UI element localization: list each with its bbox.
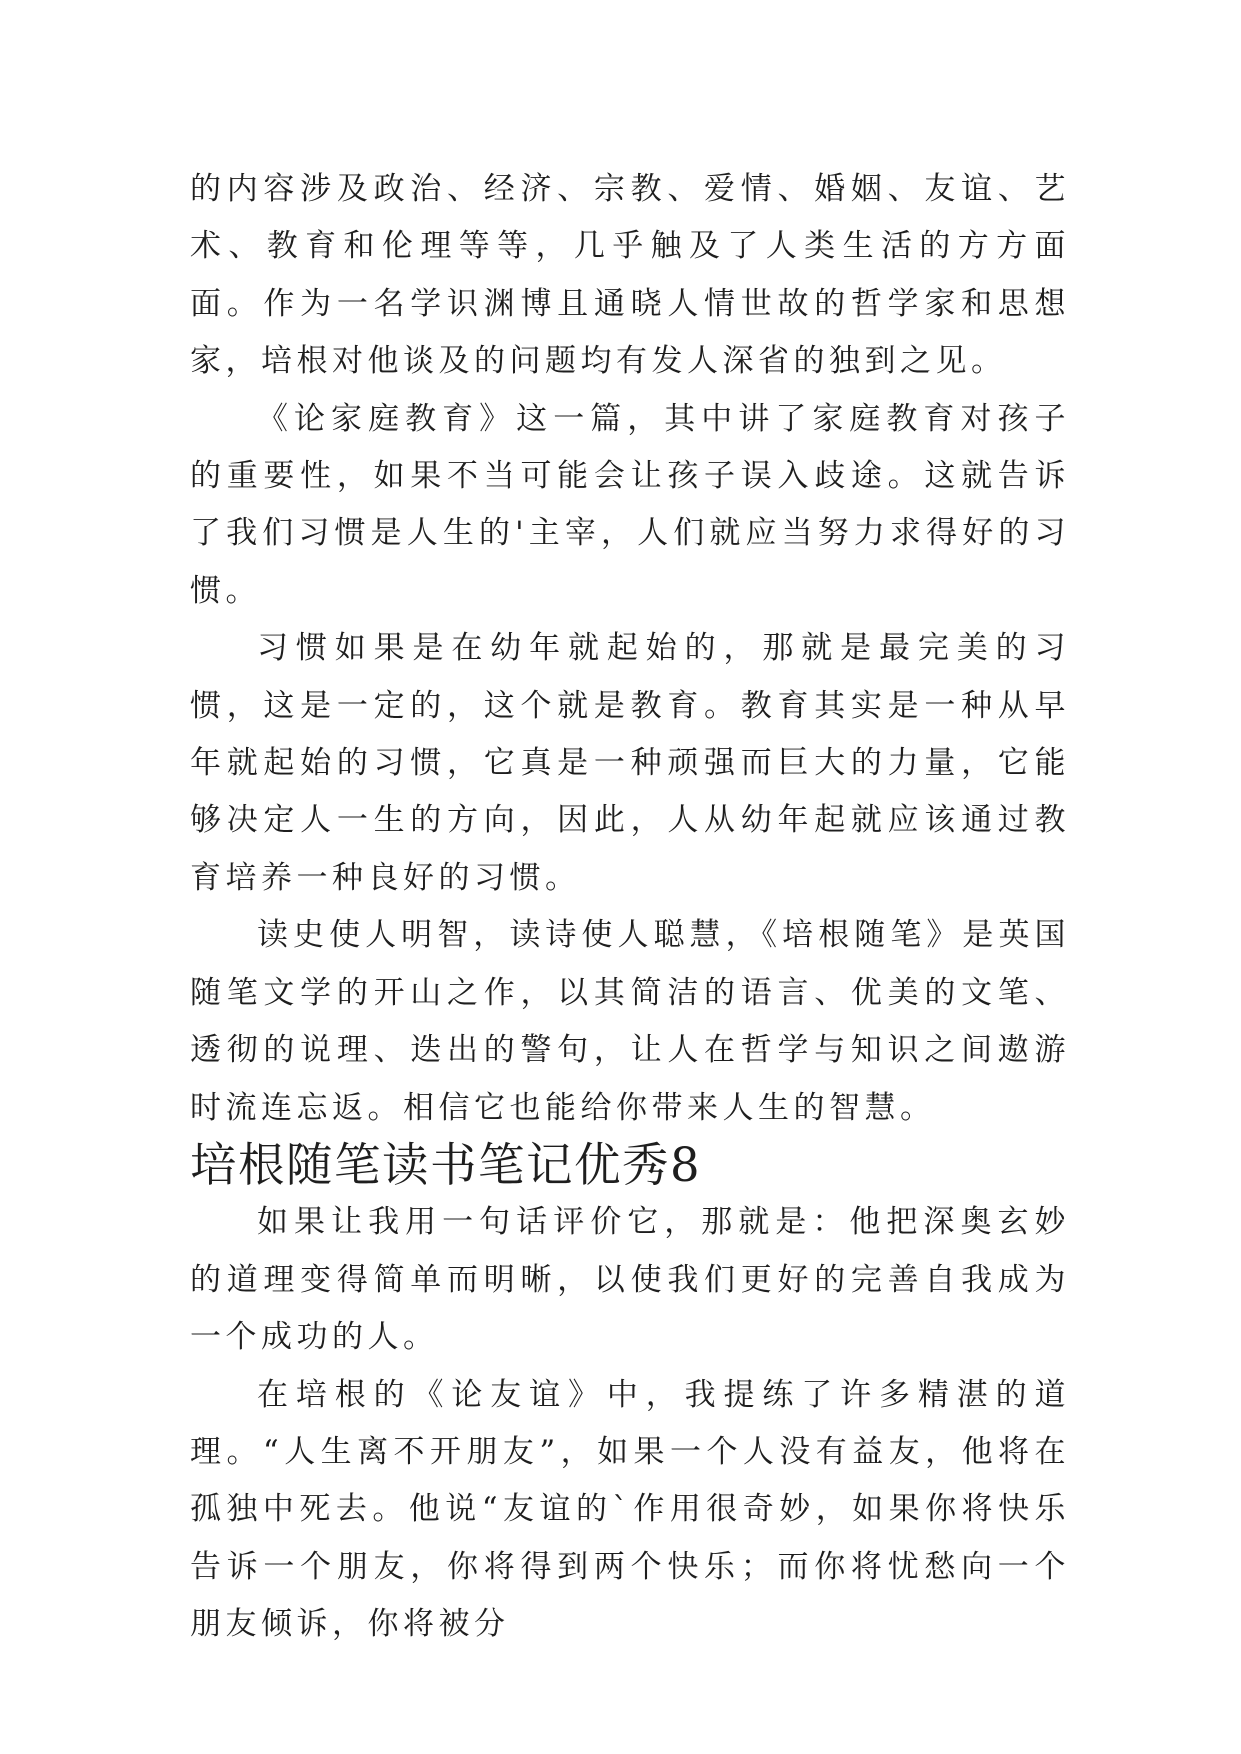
paragraph-1: 的内容涉及政治、经济、宗教、爱情、婚姻、友谊、艺术、教育和伦理等等，几乎触及了人类生活的方方面面。作为一名学识渊博且通晓人情世故的哲学家和思想家，培根对他谈及的问题均有发人深省的独到之见。 xyxy=(190,171,1070,380)
section-heading: 培根随笔读书笔记优秀8 xyxy=(190,1137,702,1192)
paragraph-3: 习惯如果是在幼年就起始的，那就是最完美的习惯，这是一定的，这个就是教育。教育其实是一种从早年就起始的习惯，它真是一种顽强而巨大的力量，它能够决定人一生的方向，因此，人从幼年起就应该通过教育培养一种良好的习惯。 xyxy=(190,630,1070,896)
paragraph-5: 如果让我用一句话评价它，那就是：他把深奥玄妙的道理变得简单而明晰，以使我们更好的完善自我成为一个成功的人。 xyxy=(190,1204,1070,1356)
paragraph-2: 《论家庭教育》这一篇，其中讲了家庭教育对孩子的重要性，如果不当可能会让孩子误入歧途。这就告诉了我们习惯是人生的'主宰，人们就应当努力求得好的习惯。 xyxy=(190,400,1070,609)
document-body xyxy=(190,161,1070,1654)
paragraph-4: 读史使人明智，读诗使人聪慧，《培根随笔》是英国随笔文学的开山之作，以其简洁的语言、优美的文笔、透彻的说理、迭出的警句，让人在哲学与知识之间遨游时流连忘返。相信它也能给你带来人生的智慧。 xyxy=(190,917,1070,1126)
paragraph-6: 在培根的《论友谊》中，我提练了许多精湛的道理。“人生离不开朋友”，如果一个人没有益友，他将在孤独中死去。他说“友谊的`作用很奇妙，如果你将快乐告诉一个朋友，你将得到两个快乐；而你将忧愁向一个朋友倾诉，你将被分 xyxy=(190,1376,1070,1643)
